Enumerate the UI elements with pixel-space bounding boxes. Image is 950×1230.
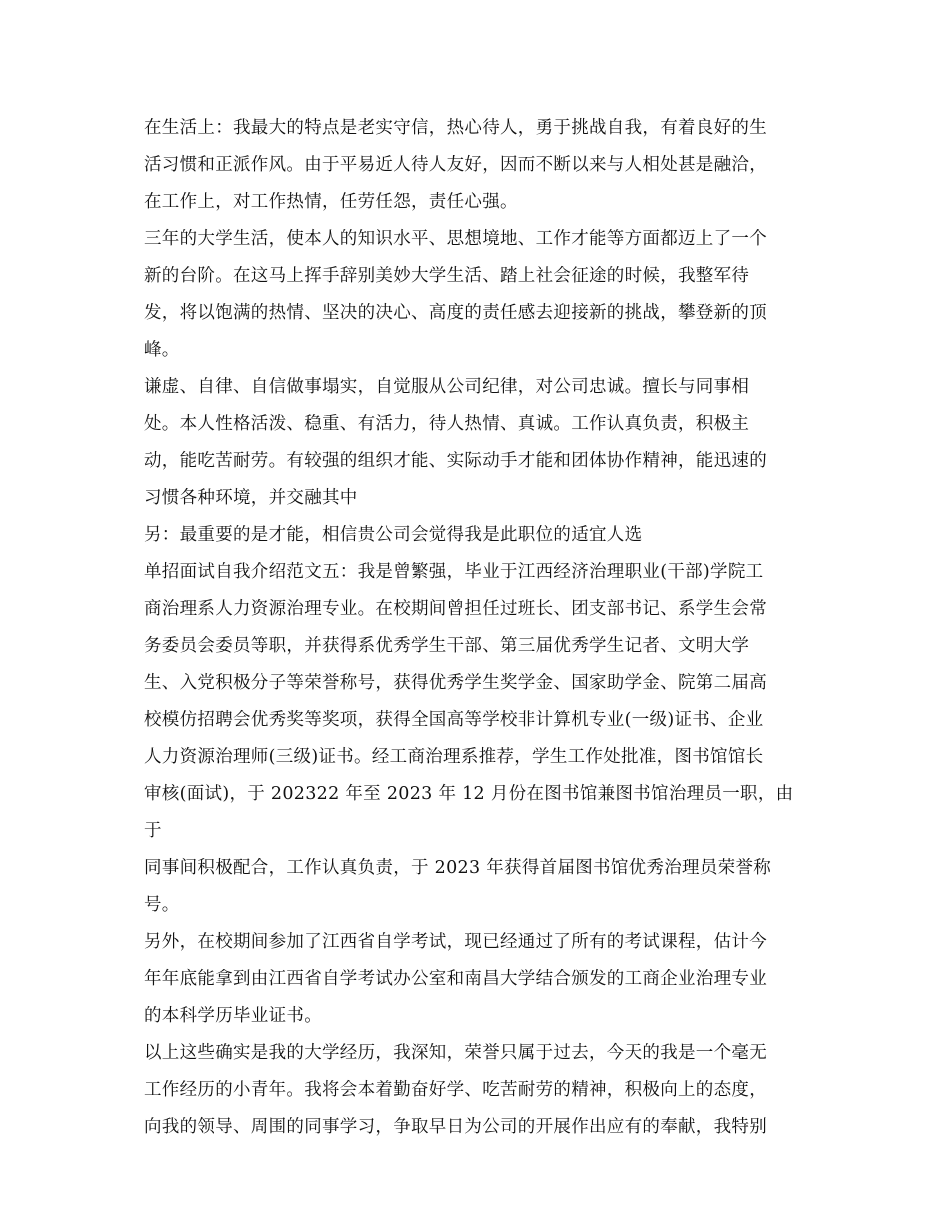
document-body [144, 110, 804, 1146]
paragraph-university-life: 三年的大学生活，使本人的知识水平、思想境地、工作才能等方面都迈上了一个 新的台阶。在这马上挥手辞别美妙大学生活、踏上社会征途的时候，我整军待 发，将以饱满的热情、坚决的决心、高度的责任感去迎接新的挑战，攀登新的顶 峰。 [144, 229, 767, 360]
paragraph-self-study-exam: 另外，在校期间参加了江西省自学考试，现已经通过了所有的考试课程，估计今 年年底能拿到由江西省自学考试办公室和南昌大学结合颁发的工商企业治理专业 的本科学历毕业证书。 [144, 932, 767, 1026]
paragraph-sample-five: 单招面试自我介绍范文五：我是曾繁强，毕业于江西经济治理职业(干部)学院工 商治理系人力资源治理专业。在校期间曾担任过班长、团支部书记、系学生会常 务委员会委员等职，并获得系优秀学生干部、第三届优秀学生记者、文明大学 生、入党积极分子等荣誉称号，获得优秀学生奖学金、国家助学金、院第二届高 校模仿招聘会优秀奖等奖项，获得全国高等学校非计算机专业(一级)证书、企业 人力资源治理师(三级)证书。经工商治理系推荐，学生工作处批准，图书馆馆长 审核(面试)，于 202322 年至 2023 年 12 月份在图书馆兼图书馆治理员一职，由于 同事间积极配合，工作认真负责，于 2023 年获得首届图书馆优秀治理员荣誉称 号。 [144, 562, 794, 915]
paragraph-ability-note: 另：最重要的是才能，相信贵公司会觉得我是此职位的适宜人选 [144, 525, 643, 545]
paragraph-life-traits: 在生活上：我最大的特点是老实守信，热心待人，勇于挑战自我，有着良好的生 活习惯和正派作风。由于平易近人待人友好，因而不断以来与人相处甚是融洽， 在工作上，对工作热情，任劳任怨，责任心强。 [144, 118, 767, 212]
paragraph-conclusion: 以上这些确实是我的大学经历，我深知，荣誉只属于过去，今天的我是一个毫无 工作经历的小青年。我将会本着勤奋好学、吃苦耐劳的精神，积极向上的态度， 向我的领导、周围的同事学习，争取早日为公司的开展作出应有的奉献，我特别 [144, 1043, 767, 1137]
paragraph-personality: 谦虚、自律、自信做事塌实，自觉服从公司纪律，对公司忠诚。擅长与同事相 处。本人性格活泼、稳重、有活力，待人热情、真诚。工作认真负责，积极主 动，能吃苦耐劳。有较强的组织才能、实际动手才能和团体协作精神，能迅速的 习惯各种环境，并交融其中 [144, 377, 767, 508]
